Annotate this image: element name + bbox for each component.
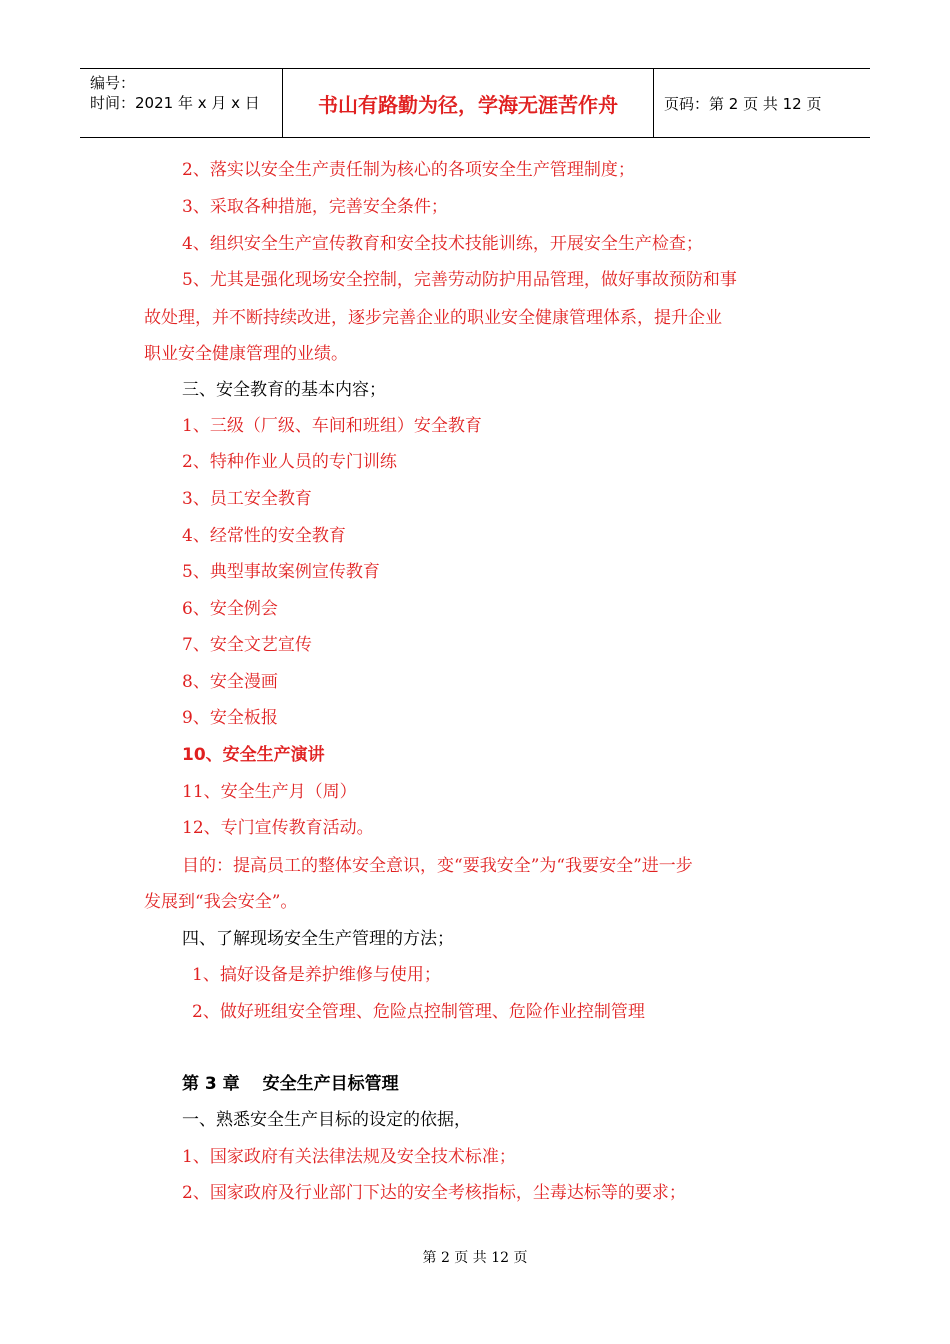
body-line: 2、落实以安全生产责任制为核心的各项安全生产管理制度； (182, 160, 635, 180)
number-label: 编号： (90, 74, 136, 92)
header-page-info: 页码：第 2 页 共 12 页 (664, 94, 822, 113)
page-footer: 第 2 页 共 12 页 (422, 1250, 528, 1266)
list-item: 5、典型事故案例宣传教育 (182, 562, 380, 582)
chapter-title: 第 3 章 安全生产目标管理 (182, 1074, 399, 1094)
list-item: 2、特种作业人员的专门训练 (182, 452, 397, 472)
body-line: 4、组织安全生产宣传教育和安全技术技能训练，开展安全生产检查； (182, 234, 703, 254)
body-line: 职业安全健康管理的业绩。 (144, 344, 348, 364)
body-line: 3、采取各种措施，完善安全条件； (182, 197, 448, 217)
list-item: 2、做好班组安全管理、危险点控制管理、危险作业控制管理 (192, 1002, 645, 1022)
body-line: 目的：提高员工的整体安全意识，变“要我安全”为“我要安全”进一步 (182, 856, 693, 876)
list-item: 8、安全漫画 (182, 672, 278, 692)
section-heading: 三、安全教育的基本内容； (182, 380, 386, 400)
header-motto: 书山有路勤为径，学海无涯苦作舟 (318, 92, 618, 117)
list-item: 7、安全文艺宣传 (182, 635, 312, 655)
list-item: 11、安全生产月（周） (182, 782, 357, 802)
list-item: 1、国家政府有关法律法规及安全技术标准； (182, 1147, 516, 1167)
list-item-bold: 10、安全生产演讲 (182, 745, 325, 765)
time-label: 时间：2021 年 x 月 x 日 (90, 94, 260, 112)
list-item: 1、三级（厂级、车间和班组）安全教育 (182, 416, 482, 436)
list-item: 12、专门宣传教育活动。 (182, 818, 374, 838)
list-item: 4、经常性的安全教育 (182, 526, 346, 546)
section-heading: 四、了解现场安全生产管理的方法； (182, 929, 454, 949)
list-item: 1、搞好设备是养护维修与使用； (192, 965, 441, 985)
header-divider (653, 69, 654, 137)
body-line: 故处理，并不断持续改进，逐步完善企业的职业安全健康管理体系，提升企业 (144, 308, 722, 328)
list-item: 3、员工安全教育 (182, 489, 312, 509)
list-item: 9、安全板报 (182, 708, 278, 728)
header-meta (80, 69, 282, 137)
section-heading: 一、熟悉安全生产目标的设定的依据， (182, 1110, 471, 1130)
list-item: 2、国家政府及行业部门下达的安全考核指标，尘毒达标等的要求； (182, 1183, 686, 1203)
body-line: 发展到“我会安全”。 (144, 892, 298, 912)
body-line: 5、尤其是强化现场安全控制，完善劳动防护用品管理，做好事故预防和事 (182, 270, 737, 290)
list-item: 6、安全例会 (182, 599, 278, 619)
header-table (80, 68, 870, 138)
